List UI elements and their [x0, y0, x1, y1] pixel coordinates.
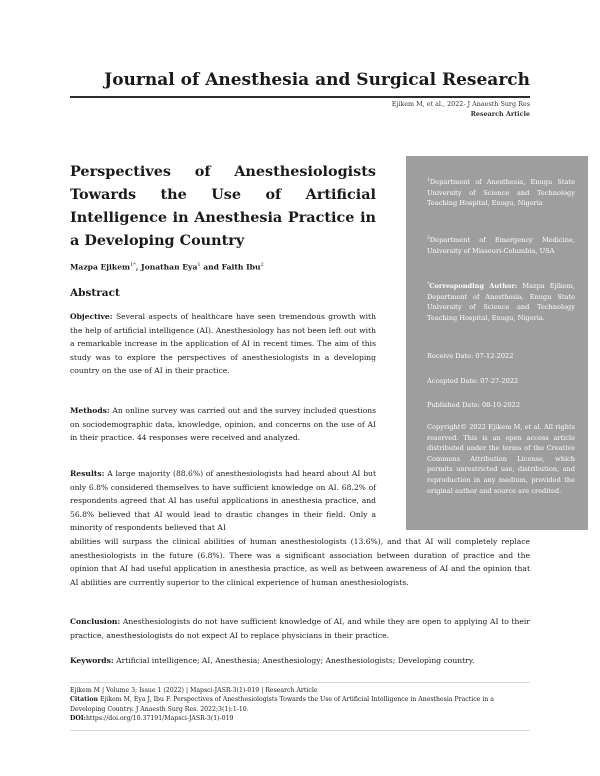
copyright-notice: Copyright© 2022 Ejikem M, et al. All rights reserved. This is an open access article distributed under the terms of the Creative Commons Attribution License, which permits unrestricted use, distribution, and reproduction in any medium, provided the original author and source are credited. — [427, 423, 575, 495]
published-date: Published Date: 08-10-2022 — [427, 401, 521, 409]
receive-date: Receive Date: 07-12-2022 — [427, 352, 514, 360]
section-label: Methods: — [70, 406, 110, 415]
author-name: Faith Ibu — [221, 262, 261, 272]
header-citation — [392, 99, 530, 119]
section-text: An online survey was carried out and the survey included questions on sociodemographic data, knowledge, opinion, and concerns on the use of AI in their practice. 44 responses were received and analyzed. — [70, 406, 376, 443]
abstract-results — [70, 467, 376, 535]
author-list: Mazpa Ejikem$^{1*}$, Jonathan Eya$^1$ and Faith Ibu$^2$ — [70, 262, 264, 272]
citation-text: Ejikem M, Eya J, Ibu F. Perspectives of Anesthesiologists Towards the Use of Artificial Intelligence in Anesthesia Practice in a Developing Country. J Anaesth Surg Res. 2022;3(1):1-10. — [70, 696, 494, 713]
author-name: Jonathan Eya — [141, 262, 198, 272]
corresponding-author — [427, 280, 575, 324]
section-label: Conclusion: — [70, 617, 121, 626]
author-affiliation-mark: 1 — [197, 262, 201, 268]
affiliation-text: Department of Emergency Medicine, University of Missouri-Columbia, USA — [427, 236, 575, 255]
abstract-results-continued: abilities will surpass the clinical abilities of human anesthesiologists (13.6%), and that AI will completely replace anesthesiologists in the future (6.8%). There was a significant association between duration of practice and the opinion that AI had useful application in anesthesia practice, as well as between awareness of AI and the opinion that AI abilities are currently superior to the clinical experience of human anesthesiologists. — [70, 537, 530, 587]
accepted-date: Accepted Date: 07-27-2022 — [427, 377, 519, 385]
footer-volume-line: Ejikem M | Volume 3; Issue 1 (2022) | Mapsci-JASR-3(1)-019 | Research Article — [70, 687, 318, 694]
affiliation-mark: 2 — [427, 236, 430, 241]
header-divider — [70, 96, 530, 98]
section-label: Objective: — [70, 312, 113, 321]
author-affiliation-mark: 2 — [260, 262, 264, 268]
doi-label: DOI: — [70, 715, 86, 723]
doi-link[interactable]: https://doi.org/10.37191/Mapsci-JASR-3(1)-019 — [85, 715, 234, 723]
section-label: Results: — [70, 469, 105, 478]
corresponding-label: Corresponding Author: — [429, 282, 518, 291]
affiliation-mark: * — [427, 282, 430, 287]
affiliation-text: Department of Anesthesia, Enugu State University of Science and Technology Teaching Hospital, Enugu, Nigeria — [427, 178, 575, 208]
citation-label: Citation — [70, 696, 98, 704]
article-type: Research Article — [470, 110, 530, 118]
footer-citation — [70, 695, 530, 714]
citation-short: Ejikem M, et al., 2022- J Anaesth Surg Res — [391, 100, 530, 108]
section-text: A large majority (88.6%) of anesthesiologists had heard about AI but only 6.8% considered themselves to have sufficient knowledge on AI. 68.2% of respondents agreed that AI has useful applications in anesthesia practice, and 56.8% believed that AI would lead to drastic changes in their field. Only a minority of respondents believed that AI — [70, 469, 376, 533]
author-name: Mazpa Ejikem — [70, 262, 131, 272]
affiliation-mark: 1 — [427, 178, 430, 183]
article-title: Perspectives of Anesthesiologists Towards the Use of Artificial Intelligence in Anesthesia Practice in a Developing Country — [70, 163, 376, 249]
affiliation-1 — [427, 176, 575, 209]
corresponding-text: Mazpa Ejikem, Department of Anesthesia, Enugu State University of Science and Technology Teaching Hospital, Enugu, Nigeria. — [427, 282, 575, 322]
keywords — [70, 654, 530, 668]
abstract-conclusion — [70, 615, 530, 642]
section-text: Several aspects of healthcare have seen tremendous growth with the help of artificial intelligence (AI). Anesthesiology has not been left out with a remarkable increase in the application of AI in recent times. The aim of this study was to explore the perspectives of anesthesiologists in a developing country on the use of AI in their practice. — [70, 312, 376, 376]
abstract-heading: Abstract — [70, 287, 120, 299]
abstract-objective — [70, 310, 376, 378]
page-footer — [70, 682, 530, 731]
section-text: Artificial intelligence; AI, Anesthesia; Anesthesiology; Anesthesiologists; Developing country. — [116, 656, 475, 665]
abstract-methods — [70, 404, 376, 445]
section-text: Anesthesiologists do not have sufficient knowledge of AI, and while they are open to applying AI to their practice, anesthesiologists do not expect AI to replace physicians in their practice. — [70, 617, 530, 640]
section-label: Keywords: — [70, 656, 114, 665]
affiliation-2 — [427, 234, 575, 256]
footer-doi — [70, 714, 530, 723]
author-affiliation-mark: 1* — [130, 262, 136, 268]
journal-title: Journal of Anesthesia and Surgical Research — [104, 70, 530, 90]
